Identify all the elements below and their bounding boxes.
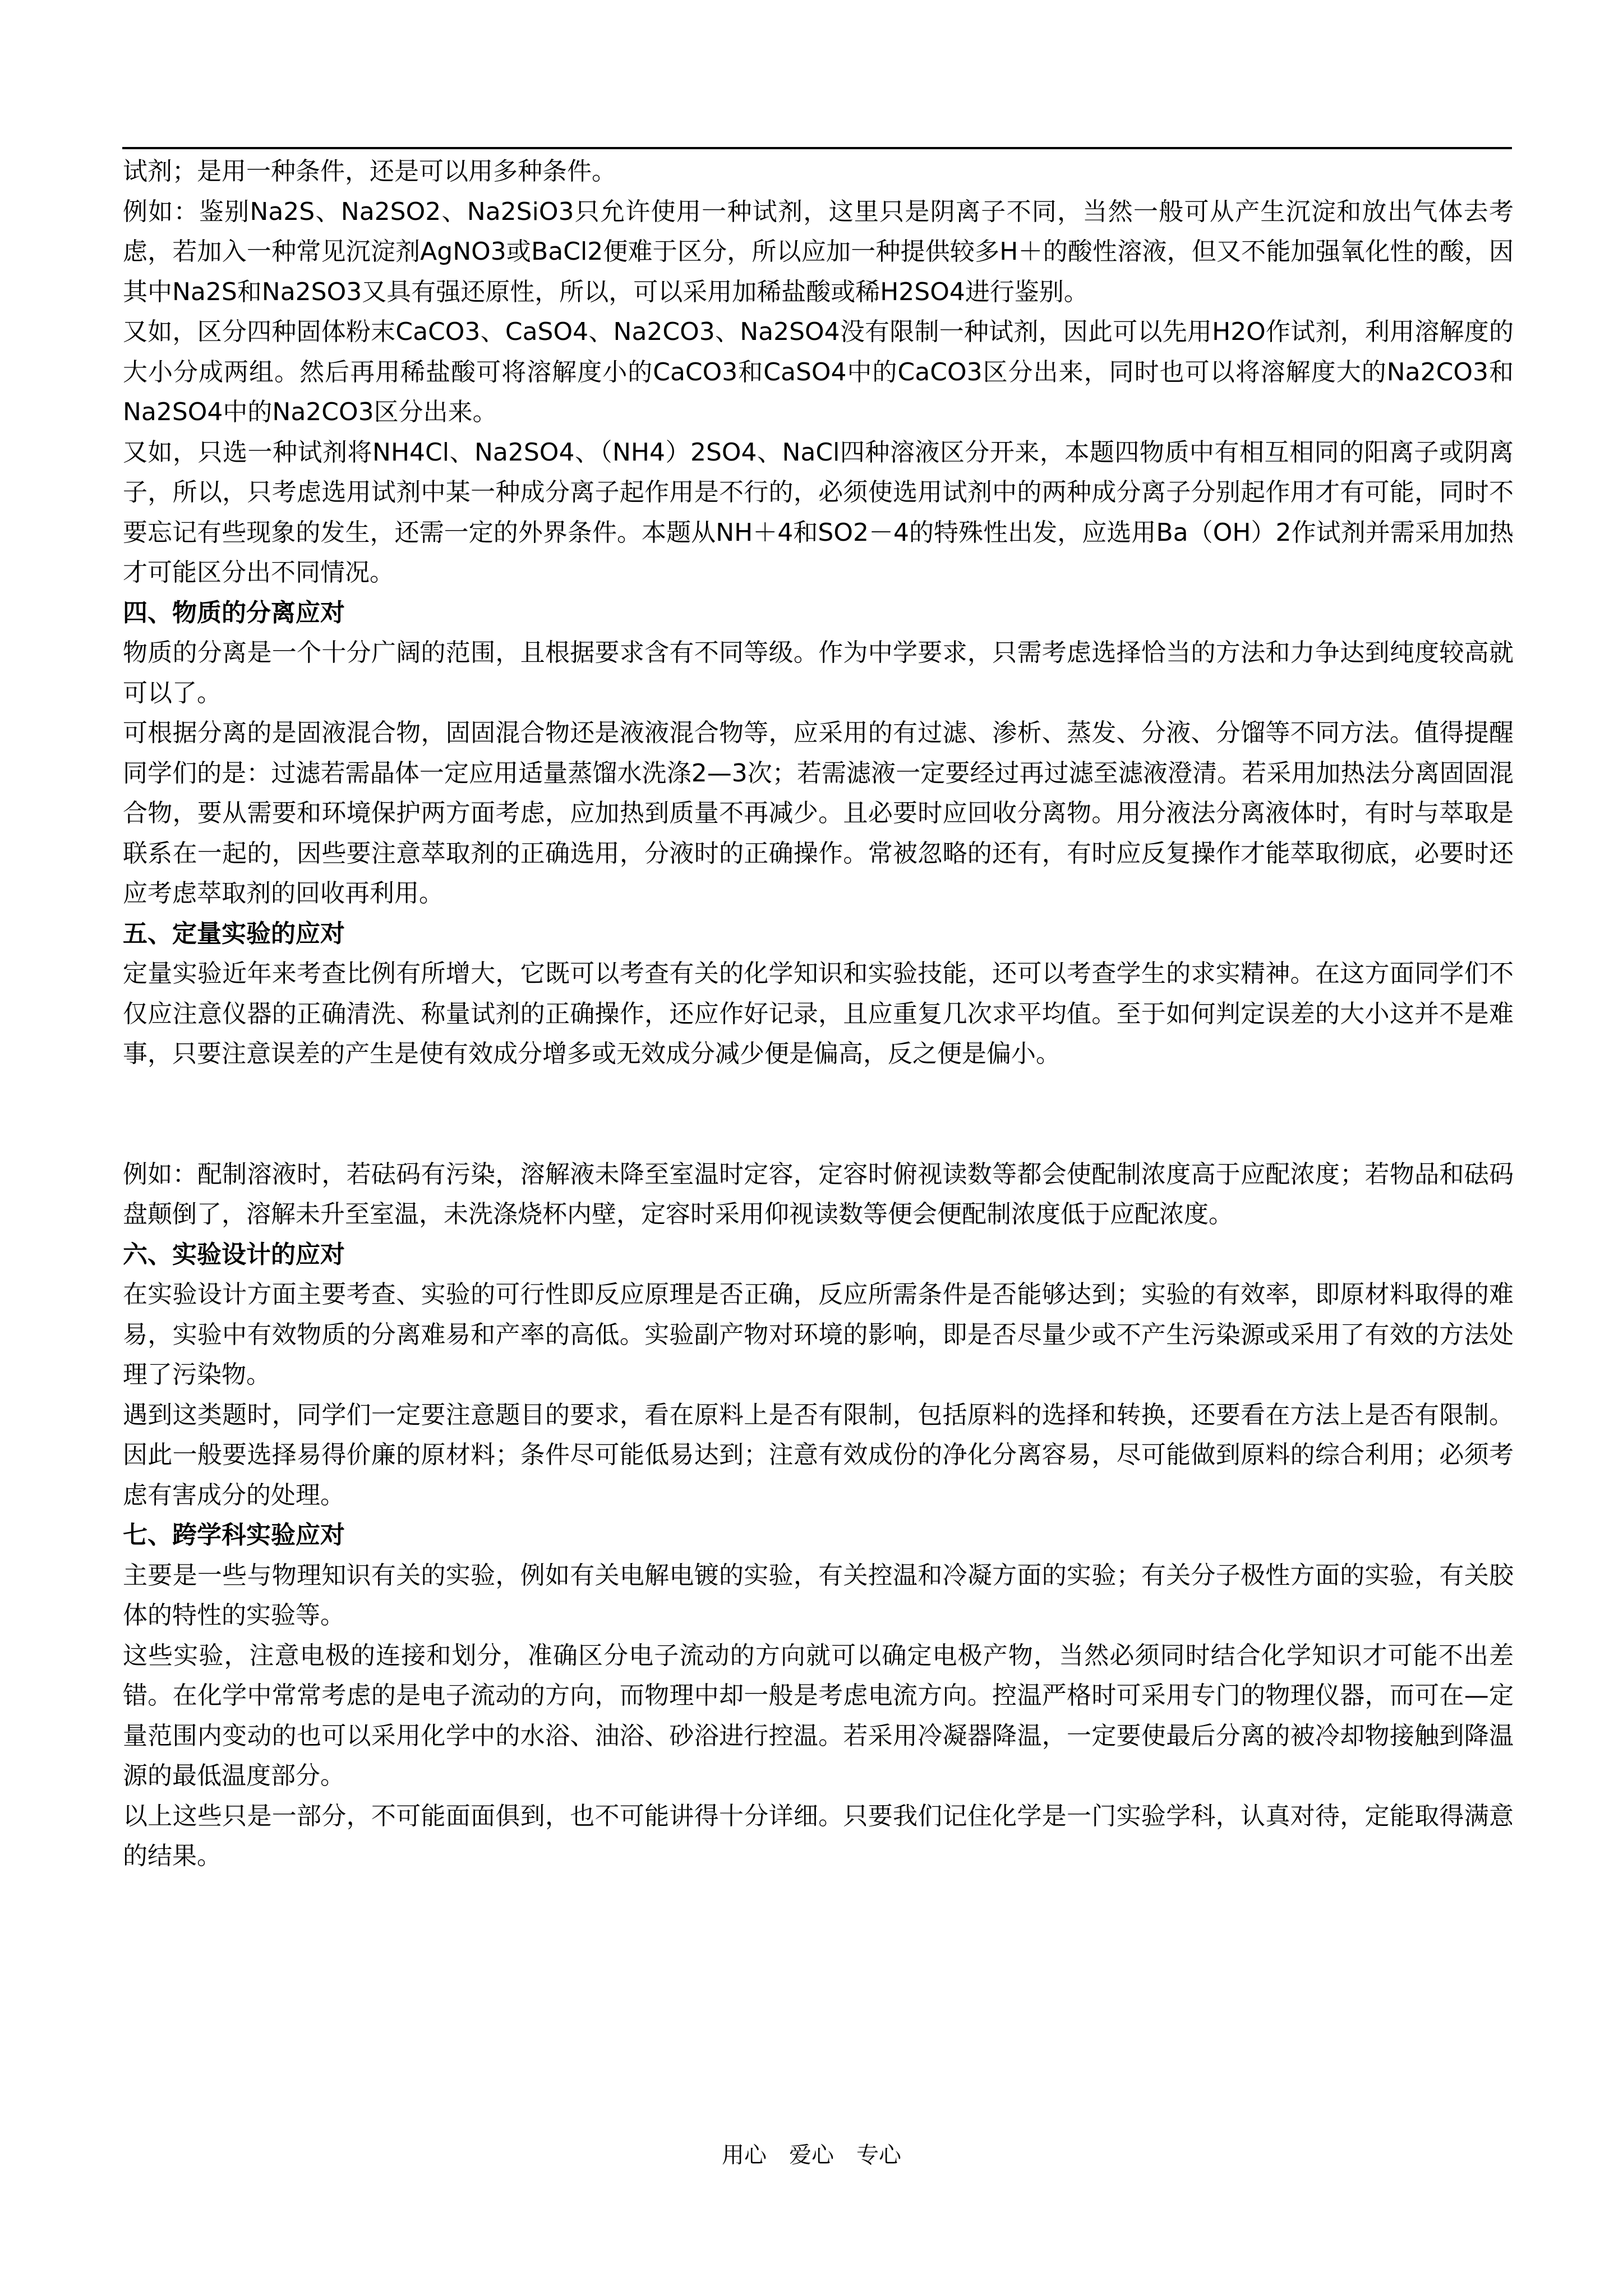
paragraph-example-powders: 又如，区分四种固体粉末CaCO3、CaSO4、Na2CO3、Na2SO4没有限制一种试剂，因此可以先用H2O作试剂，利用溶解度的大小分成两组。然后再用稀盐酸可将溶解度小的CaCO3和CaSO4中的CaCO3区分出来，同时也可以将溶解度大的Na2CO3和Na2SO4中的Na2CO3区分出来。 <box>123 318 1514 426</box>
page-footer: 用心 爱心 专心 <box>722 2142 901 2168</box>
paragraph-design-advice: 遇到这类题时，同学们一定要注意题目的要求，看在原料上是否有限制，包括原料的选择和转换，还要看在方法上是否有限制。因此一般要选择易得价廉的原材料；条件尽可能低易达到；注意有效成份的净化分离容易，尽可能做到原料的综合利用；必须考虑有害成分的处理。 <box>123 1400 1514 1510</box>
paragraph-example-sulfides: 例如：鉴别Na2S、Na2SO2、Na2SiO3只允许使用一种试剂，这里只是阴离子不同，当然一般可从产生沉淀和放出气体去考虑，若加入一种常见沉淀剂AgNO3或BaCl2便难于区分，所以应加一种提供较多H＋的酸性溶液，但又不能加强氧化性的酸，因其中Na2S和Na2SO3又具有强还原性，所以，可以采用加稀盐酸或稀H2SO4进行鉴别。 <box>123 197 1514 306</box>
paragraph-design-intro: 在实验设计方面主要考查、实验的可行性即反应原理是否正确，反应所需条件是否能够达到；实验的有效率，即原材料取得的难易，实验中有效物质的分离难易和产率的高低。实验副产物对环境的影响，即是否尽量少或不产生污染源或采用了有效的方法处理了污染物。 <box>123 1280 1514 1389</box>
paragraph-crossdisc-details: 这些实验，注意电极的连接和划分，准确区分电子流动的方向就可以确定电极产物，当然必须同时结合化学知识才可能不出差错。在化学中常常考虑的是电子流动的方向，而物理中却一般是考虑电流方向。控温严格时可采用专门的物理仪器，而可在—定量范围内变动的也可以采用化学中的水浴、油浴、砂浴进行控温。若采用冷凝器降温，一定要使最后分离的被冷却物接触到降温源的最低温度部分。 <box>123 1641 1514 1790</box>
paragraph-separation-intro: 物质的分离是一个十分广阔的范围，且根据要求含有不同等级。作为中学要求，只需考虑选择恰当的方法和力争达到纯度较高就可以了。 <box>123 638 1514 707</box>
paragraph-gap <box>123 1074 1514 1154</box>
heading-section-6: 六、实验设计的应对 <box>123 1240 345 1269</box>
heading-section-7: 七、跨学科实验应对 <box>123 1521 345 1549</box>
document-body <box>123 151 1514 1876</box>
heading-section-4: 四、物质的分离应对 <box>123 598 345 627</box>
paragraph-conclusion: 以上这些只是一部分，不可能面面俱到，也不可能讲得十分详细。只要我们记住化学是一门实验学科，认真对待，定能取得满意的结果。 <box>123 1801 1514 1870</box>
paragraph-quantitative-intro: 定量实验近年来考查比例有所增大，它既可以考查有关的化学知识和实验技能，还可以考查学生的求实精神。在这方面同学们不仅应注意仪器的正确清洗、称量试剂的正确操作，还应作好记录，且应重复几次求平均值。至于如何判定误差的大小这并不是难事，只要注意误差的产生是使有效成分增多或无效成分减少便是偏高，反之便是偏小。 <box>123 959 1514 1068</box>
paragraph-quantitative-example: 例如：配制溶液时，若砝码有污染，溶解液未降至室温时定容，定容时俯视读数等都会使配制浓度高于应配浓度；若物品和砝码盘颠倒了，溶解未升至室温，未洗涤烧杯内壁，定容时采用仰视读数等便会便配制浓度低于应配浓度。 <box>123 1159 1514 1228</box>
paragraph-crossdisc-intro: 主要是一些与物理知识有关的实验，例如有关电解电镀的实验，有关控温和冷凝方面的实验；有关分子极性方面的实验，有关胶体的特性的实验等。 <box>123 1561 1514 1630</box>
header-rule <box>122 147 1512 149</box>
heading-section-5: 五、定量实验的应对 <box>123 919 345 948</box>
paragraph-separation-methods: 可根据分离的是固液混合物，固固混合物还是液液混合物等，应采用的有过滤、渗析、蒸发、分液、分馏等不同方法。值得提醒同学们的是：过滤若需晶体一定应用适量蒸馏水洗涤2—3次；若需滤液一定要经过再过滤至滤液澄清。若采用加热法分离固固混合物，要从需要和环境保护两方面考虑，应加热到质量不再减少。且必要时应回收分离物。用分液法分离液体时，有时与萃取是联系在一起的，因些要注意萃取剂的正确选用，分液时的正确操作。常被忽略的还有，有时应反复操作才能萃取彻底，必要时还应考虑萃取剂的回收再利用。 <box>123 719 1514 908</box>
paragraph-example-ammonium: 又如，只选一种试剂将NH4Cl、Na2SO4、（NH4）2SO4、NaCl四种溶液区分开来，本题四物质中有相互相同的阳离子或阴离子，所以，只考虑选用试剂中某一种成分离子起作用是不行的，必须使选用试剂中的两种成分离子分别起作用才有可能，同时不要忘记有些现象的发生，还需一定的外界条件。本题从NH＋4和SO2－4的特殊性出发，应选用Ba（OH）2作试剂并需采用加热才可能区分出不同情况。 <box>123 438 1514 587</box>
paragraph-reagent-conditions: 试剂；是用一种条件，还是可以用多种条件。 <box>123 157 616 186</box>
